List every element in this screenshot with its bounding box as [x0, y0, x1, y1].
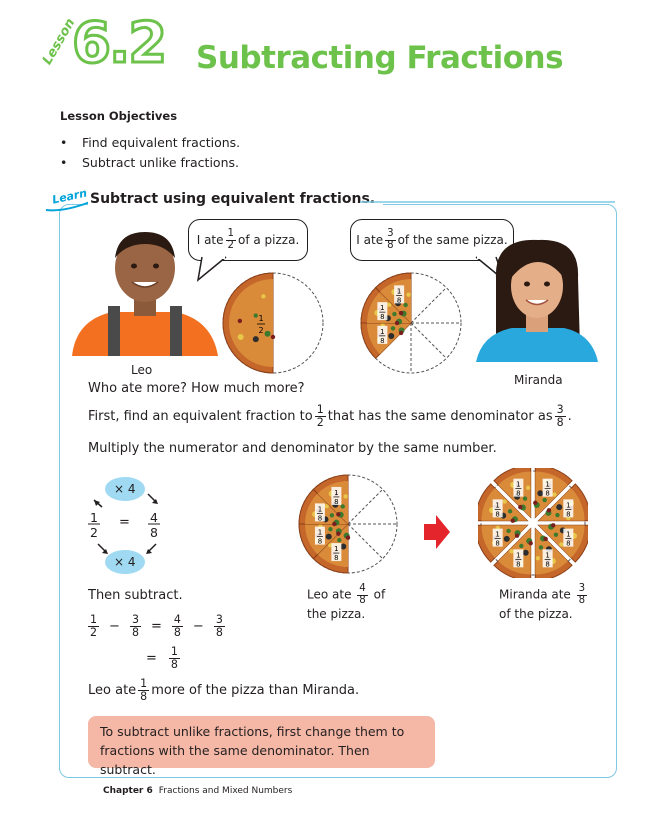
svg-text:1: 1 [545, 480, 550, 489]
svg-text:8: 8 [380, 313, 385, 322]
svg-text:1: 1 [396, 287, 402, 296]
multiplier-bottom: × 4 [114, 555, 136, 569]
svg-text:8: 8 [516, 489, 521, 498]
learn-tab-label: Learn [51, 186, 89, 207]
miranda-pizza-caption: Miranda ate $\frac{3}{8}$ of the pizza. [499, 583, 586, 622]
leo-four-eighths-pizza [296, 472, 400, 576]
equiv-left: 1 2 [90, 510, 98, 540]
miranda-avatar [476, 238, 598, 362]
svg-text:1: 1 [516, 551, 521, 560]
step2-text: Multiply the numerator and denominator by the same number. [88, 441, 497, 456]
page-title: Subtracting Fractions [196, 40, 564, 76]
svg-text:8: 8 [545, 489, 550, 498]
svg-text:8: 8 [334, 497, 339, 506]
miranda-name: Miranda [514, 373, 563, 387]
leo-half-pizza [220, 270, 326, 376]
svg-text:2: 2 [258, 326, 264, 335]
callout-box: To subtract unlike fractions, first change them to fractions with the same denominator. Then subtract. [88, 716, 435, 768]
footer-chapter: Chapter 6 [103, 786, 153, 796]
pizza-slice [361, 323, 411, 358]
svg-text:1: 1 [334, 545, 339, 554]
svg-text:1: 1 [258, 314, 264, 323]
svg-text:1: 1 [566, 501, 571, 510]
leo-speech-bubble: I ate $\frac{1}{2}$ of a pizza. [188, 219, 308, 261]
svg-text:8: 8 [495, 539, 500, 548]
section-rule [360, 201, 615, 205]
equiv-right: 4 8 [150, 510, 158, 540]
svg-text:8: 8 [566, 539, 571, 548]
subtraction-equation: $\frac{1}{2}$ − $\frac{3}{8}$ = $\frac{4}{8}$ − $\frac{3}{8}$ [90, 613, 223, 639]
svg-text:1: 1 [380, 304, 385, 313]
conclusion-text: Leo ate $\frac{1}{8}$ more of the pizza than Miranda. [88, 677, 360, 703]
leo-name: Leo [131, 363, 153, 377]
svg-text:1: 1 [495, 530, 500, 539]
svg-text:8: 8 [317, 537, 323, 546]
svg-text:1: 1 [380, 327, 385, 336]
svg-text:8: 8 [317, 514, 323, 523]
objectives-heading: Lesson Objectives [60, 109, 178, 123]
then-subtract-text: Then subtract. [88, 588, 183, 603]
miranda-three-eighths-pizza [358, 270, 464, 376]
equiv-equals: = [119, 515, 130, 530]
page-footer [103, 786, 292, 796]
svg-text:1: 1 [566, 530, 571, 539]
objective-item: • Find equivalent fractions. [60, 133, 240, 153]
objective-item: • Subtract unlike fractions. [60, 153, 240, 173]
svg-text:8: 8 [545, 560, 550, 569]
multiplier-top: × 4 [114, 482, 136, 496]
svg-text:8: 8 [396, 296, 402, 305]
svg-text:1: 1 [317, 505, 323, 514]
svg-text:1: 1 [545, 551, 550, 560]
subtraction-result: = $\frac{1}{8}$ [146, 645, 178, 671]
pizza-slice [223, 273, 275, 373]
leo-pizza-caption: Leo ate $\frac{4}{8}$ of the pizza. [307, 583, 386, 622]
leo-avatar [72, 228, 218, 356]
miranda-separated-pizza [478, 468, 588, 578]
objectives-list [60, 133, 240, 173]
svg-text:1: 1 [317, 528, 323, 537]
svg-text:8: 8 [334, 554, 339, 563]
step1-text: First, find an equivalent fraction to $\frac{1}{2}$ that has the same denominator as $\frac{3}{8}$ . [88, 403, 572, 429]
lesson-label: Lesson [40, 16, 79, 68]
svg-text:1: 1 [334, 488, 339, 497]
svg-text:1: 1 [495, 501, 500, 510]
svg-text:8: 8 [516, 560, 521, 569]
svg-text:8: 8 [495, 510, 500, 519]
miranda-speech-bubble: I ate $\frac{3}{8}$ of the same pizza. [350, 219, 514, 261]
svg-text:8: 8 [380, 336, 385, 345]
section-title: Subtract using equivalent fractions. [88, 191, 383, 207]
footer-title: Fractions and Mixed Numbers [158, 786, 293, 796]
question-text: Who ate more? How much more? [88, 381, 305, 396]
lesson-number: 6.2 [72, 11, 166, 76]
arrow-right-icon [424, 515, 450, 549]
svg-text:1: 1 [516, 480, 521, 489]
svg-text:8: 8 [566, 510, 571, 519]
